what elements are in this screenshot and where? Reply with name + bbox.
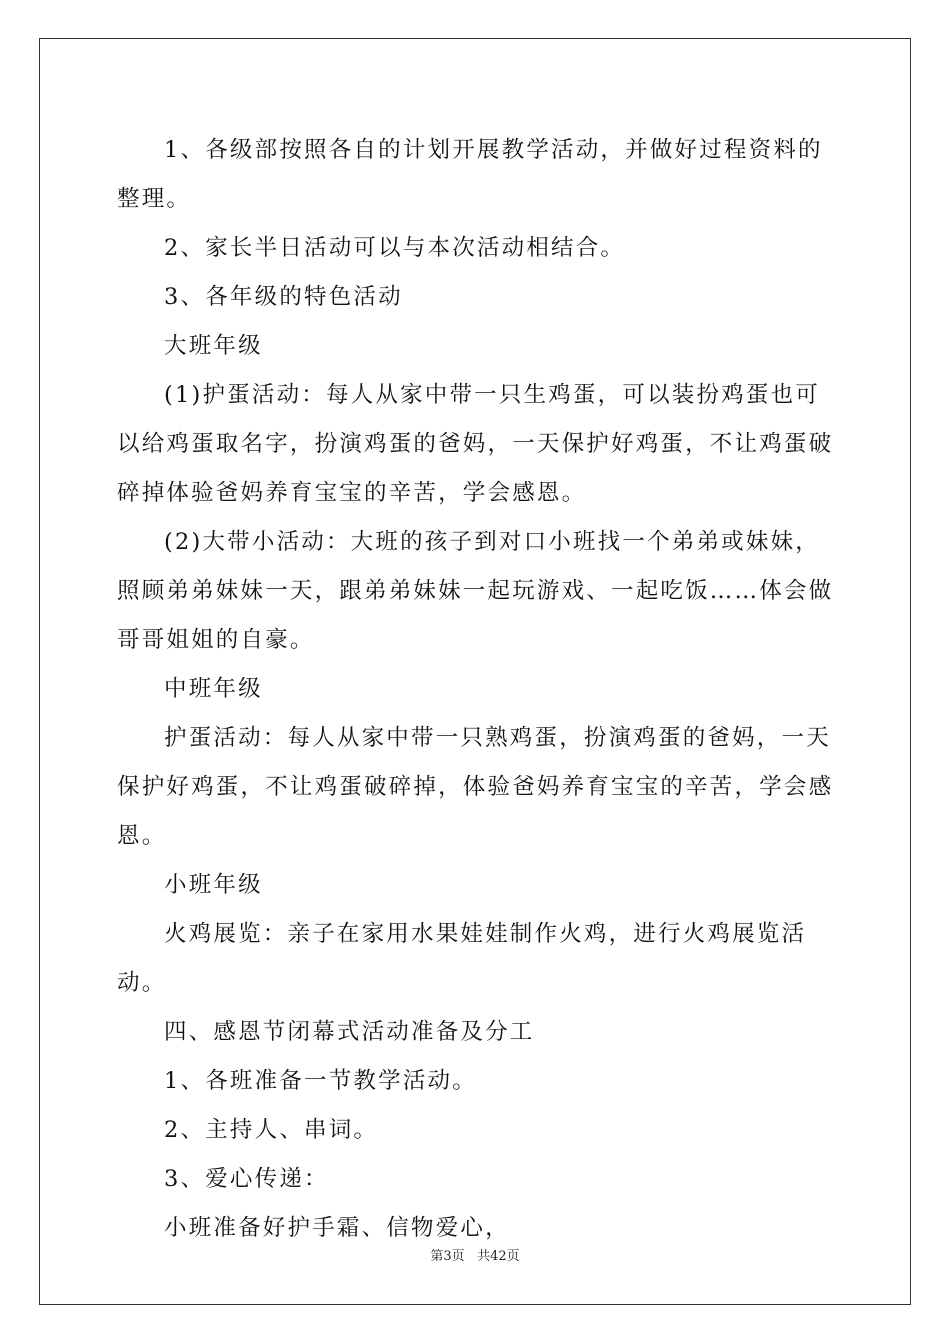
paragraph-turkey-exhibition: 火鸡展览：亲子在家用水果娃娃制作火鸡，进行火鸡展览活动。 [117,921,807,996]
page-footer [0,1248,950,1266]
paragraph-2: 2、家长半日活动可以与本次活动相结合。 [164,235,626,261]
paragraph-1: 1、各级部按照各自的计划开展教学活动，并做好过程资料的整理。 [117,137,823,212]
document-body [117,126,835,1253]
section-heading-middle-class: 中班年级 [164,676,263,702]
page-total: 共42页 [477,1249,520,1264]
paragraph-teaching-activity: 1、各班准备一节教学活动。 [164,1068,477,1094]
paragraph-big-helps-small: (2)大带小活动：大班的孩子到对口小班找一个弟弟或妹妹，照顾弟弟妹妹一天，跟弟弟妹妹一起玩游戏、一起吃饭……体会做哥哥姐姐的自豪。 [117,529,834,653]
paragraph-love-passing: 3、爱心传递： [164,1166,329,1192]
paragraph-host-script: 2、主持人、串词。 [164,1117,379,1143]
paragraph-egg-protection-senior: (1)护蛋活动：每人从家中带一只生鸡蛋，可以装扮鸡蛋也可以给鸡蛋取名字，扮演鸡蛋的爸妈，一天保护好鸡蛋，不让鸡蛋破碎掉体验爸妈养育宝宝的辛苦，学会感恩。 [117,382,834,506]
paragraph-egg-protection-middle: 护蛋活动：每人从家中带一只熟鸡蛋，扮演鸡蛋的爸妈，一天保护好鸡蛋，不让鸡蛋破碎掉，体验爸妈养育宝宝的辛苦，学会感恩。 [117,725,834,849]
section-heading-senior-class: 大班年级 [164,333,263,359]
paragraph-junior-preparation: 小班准备好护手霜、信物爱心， [164,1215,510,1241]
section-heading-closing-ceremony: 四、感恩节闭幕式活动准备及分工 [164,1019,535,1045]
section-heading-junior-class: 小班年级 [164,872,263,898]
page-number: 第3页 [430,1249,465,1264]
paragraph-3: 3、各年级的特色活动 [164,284,403,310]
